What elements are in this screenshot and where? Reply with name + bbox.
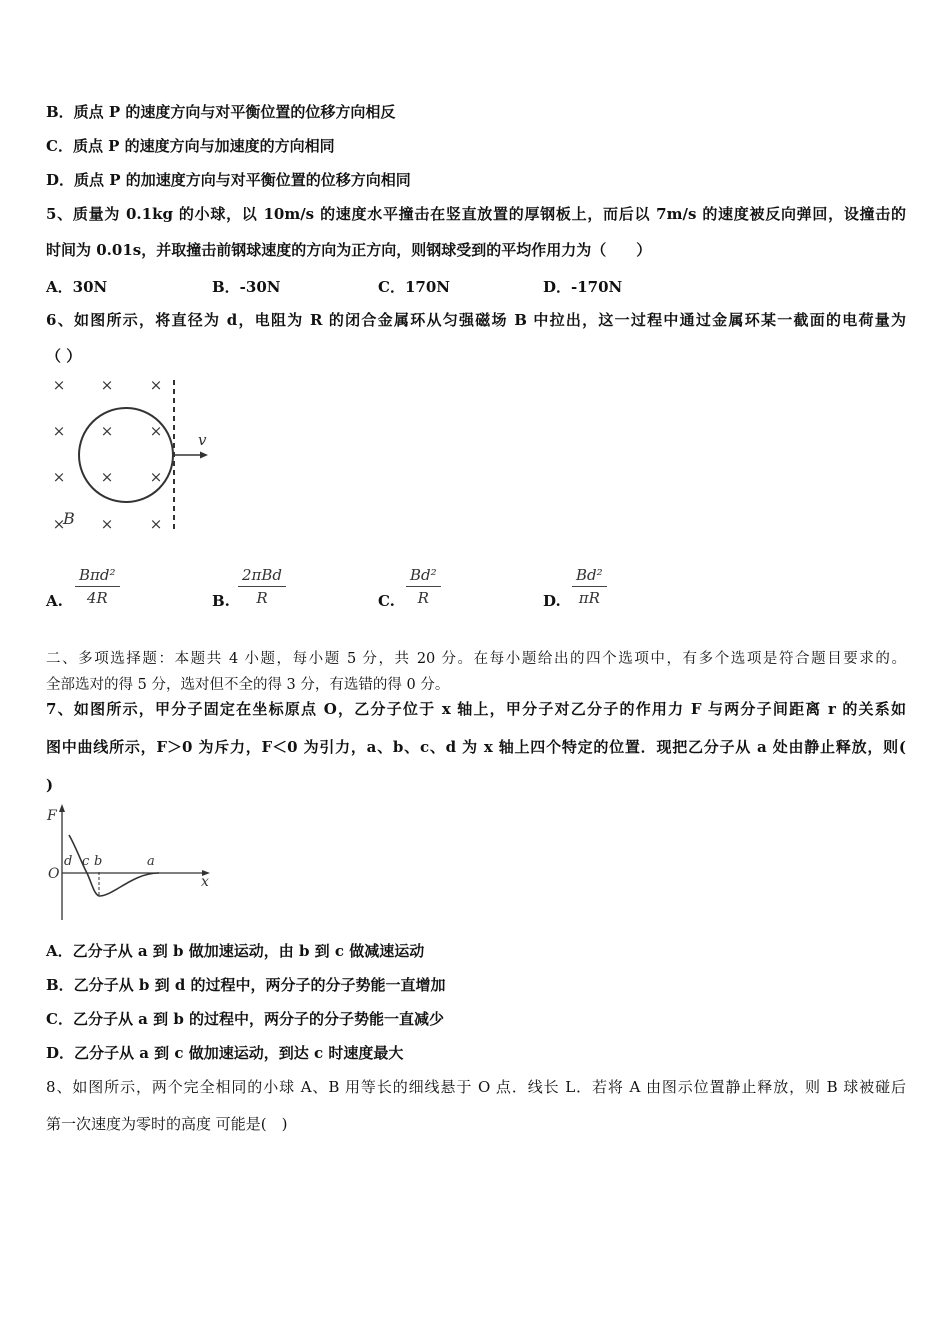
q8-stem-line1: 8、如图所示，两个完全相同的小球 A、B 用等长的细线悬于 O 点．线长 L．若将 A 由图示位置静止释放，则 B 球被碰后	[46, 1078, 906, 1096]
q6-magnetic-field-figure	[46, 372, 216, 538]
field-cross: ×	[52, 422, 66, 440]
q6-option-a-letter: A.	[46, 592, 63, 610]
q6-option-c-formula	[406, 566, 441, 607]
q6-stem-line2: （ ）	[46, 347, 82, 365]
q6-option-c-letter: C.	[378, 592, 395, 610]
q7-stem-line2: 图中曲线所示，F＞0 为斥力，F＜0 为引力，a、b、c、d 为 x 轴上四个特定的位置．现把乙分子从 a 处由静止释放，则(	[46, 738, 906, 756]
point-d-label: d	[64, 854, 73, 869]
q5-option-d: D．-170N	[543, 278, 623, 296]
section2-heading-line1: 二、多项选择题：本题共 4 小题，每小题 5 分，共 20 分。在每小题给出的四个选项中，有多个选项是符合题目要求的。	[46, 651, 906, 667]
q8-stem-line2: 第一次速度为零时的高度 可能是( )	[46, 1115, 288, 1133]
velocity-label: v	[198, 431, 207, 449]
velocity-arrow-head	[200, 452, 208, 459]
q6-option-d-numerator: Bd²	[572, 566, 607, 587]
origin-label: O	[48, 866, 60, 882]
q4-option-d: D．质点 P 的加速度方向与对平衡位置的位移方向相同	[46, 171, 411, 189]
field-cross: ×	[149, 515, 163, 533]
q7-option-d: D．乙分子从 a 到 c 做加速运动，到达 c 时速度最大	[46, 1044, 404, 1062]
point-a-label: a	[147, 854, 155, 869]
field-cross: ×	[100, 422, 114, 440]
q6-option-d-formula	[572, 566, 607, 607]
q6-option-d-denominator: πR	[578, 589, 600, 607]
q6-option-a-denominator: 4R	[86, 589, 108, 607]
q6-option-b-numerator: 2πBd	[238, 566, 286, 587]
field-cross: ×	[52, 468, 66, 486]
section2-heading-line2: 全部选对的得 5 分，选对但不全的得 3 分，有选错的得 0 分。	[46, 677, 450, 693]
q6-option-c-numerator: Bd²	[406, 566, 441, 587]
field-cross: ×	[100, 515, 114, 533]
q5-stem-line1: 5、质量为 0.1kg 的小球，以 10m/s 的速度水平撞击在竖直放置的厚钢板上，而后以 7m/s 的速度被反向弹回，设撞击的	[46, 205, 906, 223]
field-cross: ×	[149, 422, 163, 440]
field-cross: ×	[100, 468, 114, 486]
field-cross: ×	[149, 376, 163, 394]
q6-option-d-letter: D.	[543, 592, 561, 610]
field-cross: ×	[149, 468, 163, 486]
q6-option-b-letter: B.	[212, 592, 230, 610]
q6-option-a-numerator: Bπd²	[75, 566, 120, 587]
q7-stem-line3: )	[46, 776, 54, 794]
q4-option-b: B．质点 P 的速度方向与对平衡位置的位移方向相反	[46, 103, 396, 121]
q7-option-c: C．乙分子从 a 到 b 的过程中，两分子的分子势能一直减少	[46, 1010, 445, 1028]
point-c-label: c	[82, 854, 90, 869]
q5-option-a: A．30N	[46, 278, 108, 296]
q5-option-c: C．170N	[378, 278, 450, 296]
q6-option-b-denominator: R	[256, 589, 268, 607]
metal-ring	[79, 408, 173, 502]
q7-force-distance-graph	[44, 802, 219, 926]
f-axis-label: F	[47, 808, 57, 824]
field-cross: ×	[52, 376, 66, 394]
q6-option-a-formula	[75, 566, 120, 607]
q4-option-c: C．质点 P 的速度方向与加速度的方向相同	[46, 137, 335, 155]
q5-option-b: B．-30N	[212, 278, 281, 296]
point-b-label: b	[94, 854, 103, 869]
q6-stem-line1: 6、如图所示，将直径为 d，电阻为 R 的闭合金属环从匀强磁场 B 中拉出，这一过程中通过金属环某一截面的电荷量为	[46, 311, 906, 329]
q7-option-a: A．乙分子从 a 到 b 做加速运动，由 b 到 c 做减速运动	[46, 942, 425, 960]
q6-option-c-denominator: R	[417, 589, 429, 607]
q7-stem-line1: 7、如图所示，甲分子固定在坐标原点 O，乙分子位于 x 轴上，甲分子对乙分子的作用力 F 与两分子间距离 r 的关系如	[46, 700, 906, 718]
q5-stem-line2: 时间为 0.01s，并取撞击前钢球速度的方向为正方向，则钢球受到的平均作用力为（ ）	[46, 241, 652, 259]
x-axis-label: x	[201, 874, 209, 890]
field-label: B	[63, 509, 75, 528]
q6-option-b-formula	[238, 566, 286, 607]
field-cross: ×	[100, 376, 114, 394]
q7-option-b: B．乙分子从 b 到 d 的过程中，两分子的分子势能一直增加	[46, 976, 446, 994]
field-cross: ×	[52, 515, 66, 533]
f-axis-arrow	[59, 804, 65, 812]
